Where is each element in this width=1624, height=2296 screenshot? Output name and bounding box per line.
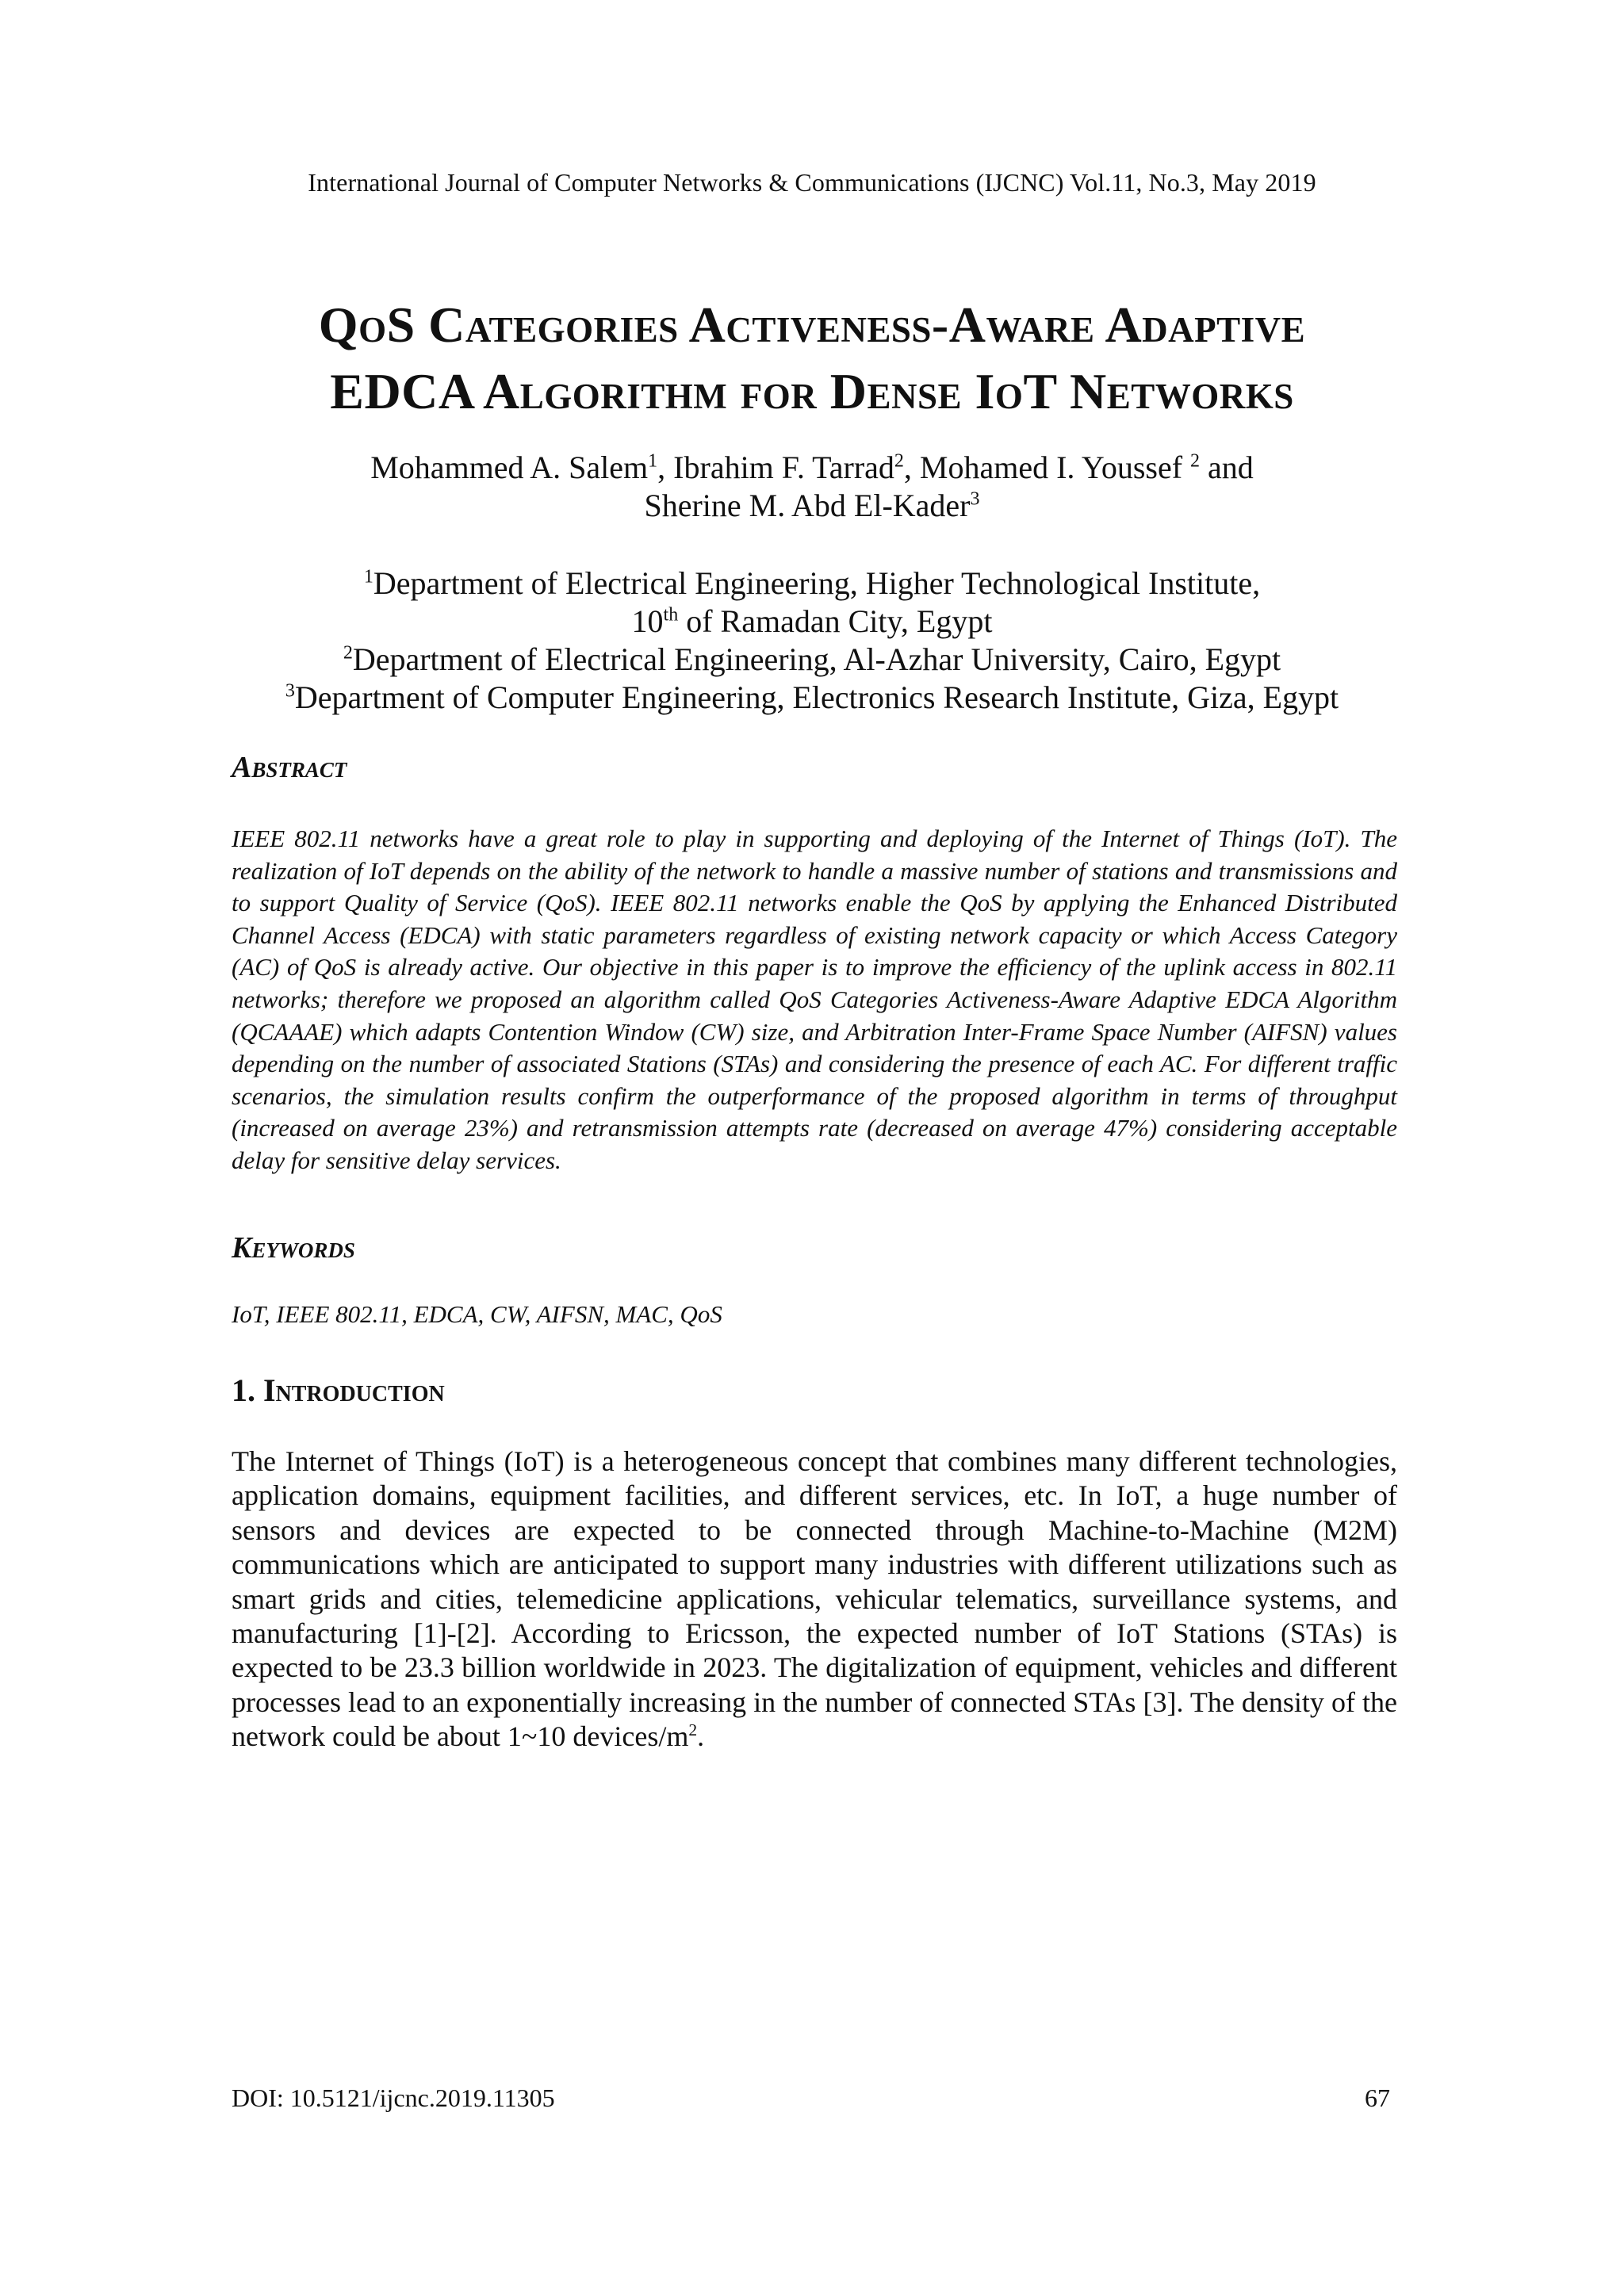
author-2-affiliation-mark: 2: [894, 450, 904, 472]
paper-title: [159, 292, 1465, 425]
affiliation-1-line-1: [159, 564, 1465, 603]
keywords-body: IoT, IEEE 802.11, EDCA, CW, AIFSN, MAC, QoS: [232, 1300, 722, 1328]
affiliation-list: [159, 564, 1465, 717]
affiliation-2: [159, 641, 1465, 679]
abstract-heading: Abstract: [232, 751, 347, 784]
affiliation-1-city-number: 10: [631, 603, 664, 639]
author-line-1: [159, 449, 1465, 487]
affiliation-1-city: of Ramadan City, Egypt: [678, 603, 993, 639]
affiliation-1-text: Department of Electrical Engineering, Higher Technological Institute,: [373, 565, 1261, 601]
title-line-2: EDCA Algorithm for Dense IoT Networks: [330, 363, 1294, 419]
introduction-paragraph: The Internet of Things (IoT) is a heterogeneous concept that combines many different technologies, application domains, equipment facilities, and different services, etc. In IoT, a huge number of sensors and devices are expected to be connected through Machine-to-Machine (M2M) communications which are anticipated to support many industries with different utilizations such as smart grids and cities, telemedicine applications, vehicular telematics, surveillance systems, and manufacturing [1]-[2]. According to Ericsson, the expected number of IoT Stations (STAs) is expected to be 23.3 billion worldwide in 2023. The digitalization of equipment, vehicles and different processes lead to an exponentially increasing in the number of connected STAs [3]. The density of the network could be about 1~10 devices/m: [232, 1445, 1397, 1753]
author-3-affiliation-mark: 2: [1190, 450, 1201, 472]
affiliation-3-text: Department of Computer Engineering, Electronics Research Institute, Giza, Egypt: [294, 679, 1339, 715]
affiliation-1-line-2: [159, 603, 1465, 641]
affiliation-1-ordinal: th: [663, 604, 679, 626]
author-line-2: [159, 487, 1465, 525]
affiliation-3: [159, 679, 1465, 717]
introduction-end-punctuation: .: [697, 1720, 705, 1753]
keywords-heading: Keywords: [232, 1231, 355, 1265]
density-unit-exponent: 2: [688, 1720, 698, 1740]
author-4-affiliation-mark: 3: [970, 488, 980, 510]
author-1: Mohammed A. Salem: [370, 450, 649, 485]
author-4: Sherine M. Abd El-Kader: [644, 488, 971, 523]
affiliation-3-mark: 3: [285, 680, 295, 702]
title-line-1: QoS Categories Activeness-Aware Adaptive: [318, 297, 1306, 353]
introduction-body: [232, 1445, 1397, 1755]
affiliation-2-text: Department of Electrical Engineering, Al-Azhar University, Cairo, Egypt: [352, 641, 1281, 677]
affiliation-1-mark: 1: [363, 566, 373, 587]
journal-header: International Journal of Computer Networks & Communications (IJCNC) Vol.11, No.3, May 2019: [308, 168, 1316, 197]
page-number: 67: [1365, 2084, 1390, 2112]
author-conjunction: and: [1200, 450, 1254, 485]
author-2: , Ibrahim F. Tarrad: [657, 450, 894, 485]
author-list: [159, 449, 1465, 525]
introduction-heading: 1. Introduction: [232, 1372, 445, 1408]
author-1-affiliation-mark: 1: [648, 450, 658, 472]
author-3: , Mohamed I. Youssef: [903, 450, 1191, 485]
affiliation-2-mark: 2: [343, 642, 353, 664]
footer-doi: DOI: 10.5121/ijcnc.2019.11305: [232, 2084, 555, 2112]
abstract-body: IEEE 802.11 networks have a great role to play in supporting and deploying of the Internet of Things (IoT). The realization of IoT depends on the ability of the network to handle a massive number of stations and transmissions and to support Quality of Service (QoS). IEEE 802.11 networks enable the QoS by applying the Enhanced Distributed Channel Access (EDCA) with static parameters regardless of existing network capacity or which Access Category (AC) of QoS is already active. Our objective in this paper is to improve the efficiency of the uplink access in 802.11 networks; therefore we proposed an algorithm called QoS Categories Activeness-Aware Adaptive EDCA Algorithm (QCAAAE) which adapts Contention Window (CW) size, and Arbitration Inter-Frame Space Number (AIFSN) values depending on the number of associated Stations (STAs) and considering the presence of each AC. For different traffic scenarios, the simulation results confirm the outperformance of the proposed algorithm in terms of throughput (increased on average 23%) and retransmission attempts rate (decreased on average 47%) considering acceptable delay for sensitive delay services.: [232, 825, 1397, 1174]
